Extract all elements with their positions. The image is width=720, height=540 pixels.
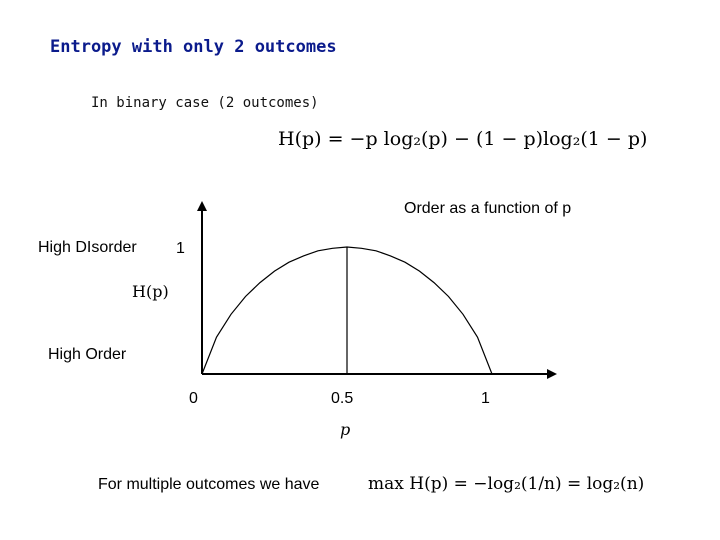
slide-subtitle: In binary case (2 outcomes) bbox=[91, 95, 319, 111]
high-disorder-label: High DIsorder bbox=[38, 239, 137, 256]
x-tick-label: 1 bbox=[481, 390, 490, 407]
plot-caption: Order as a function of p bbox=[404, 200, 572, 217]
x-tick-label: 0.5 bbox=[331, 390, 354, 407]
x-tick-label: 0 bbox=[189, 390, 198, 407]
binary-entropy-formula: H(p) = −p log₂(p) − (1 − p)log₂(1 − p) bbox=[278, 128, 648, 150]
high-order-label: High Order bbox=[48, 346, 127, 363]
max-entropy-formula: max H(p) = −log₂(1/n) = log₂(n) bbox=[368, 474, 645, 494]
slide-title: Entropy with only 2 outcomes bbox=[50, 37, 337, 57]
multiple-outcomes-text: For multiple outcomes we have bbox=[98, 476, 320, 493]
x-axis-symbol: p bbox=[340, 420, 351, 439]
y-tick-label: 1 bbox=[176, 240, 185, 257]
y-axis-symbol: H(p) bbox=[132, 282, 169, 301]
